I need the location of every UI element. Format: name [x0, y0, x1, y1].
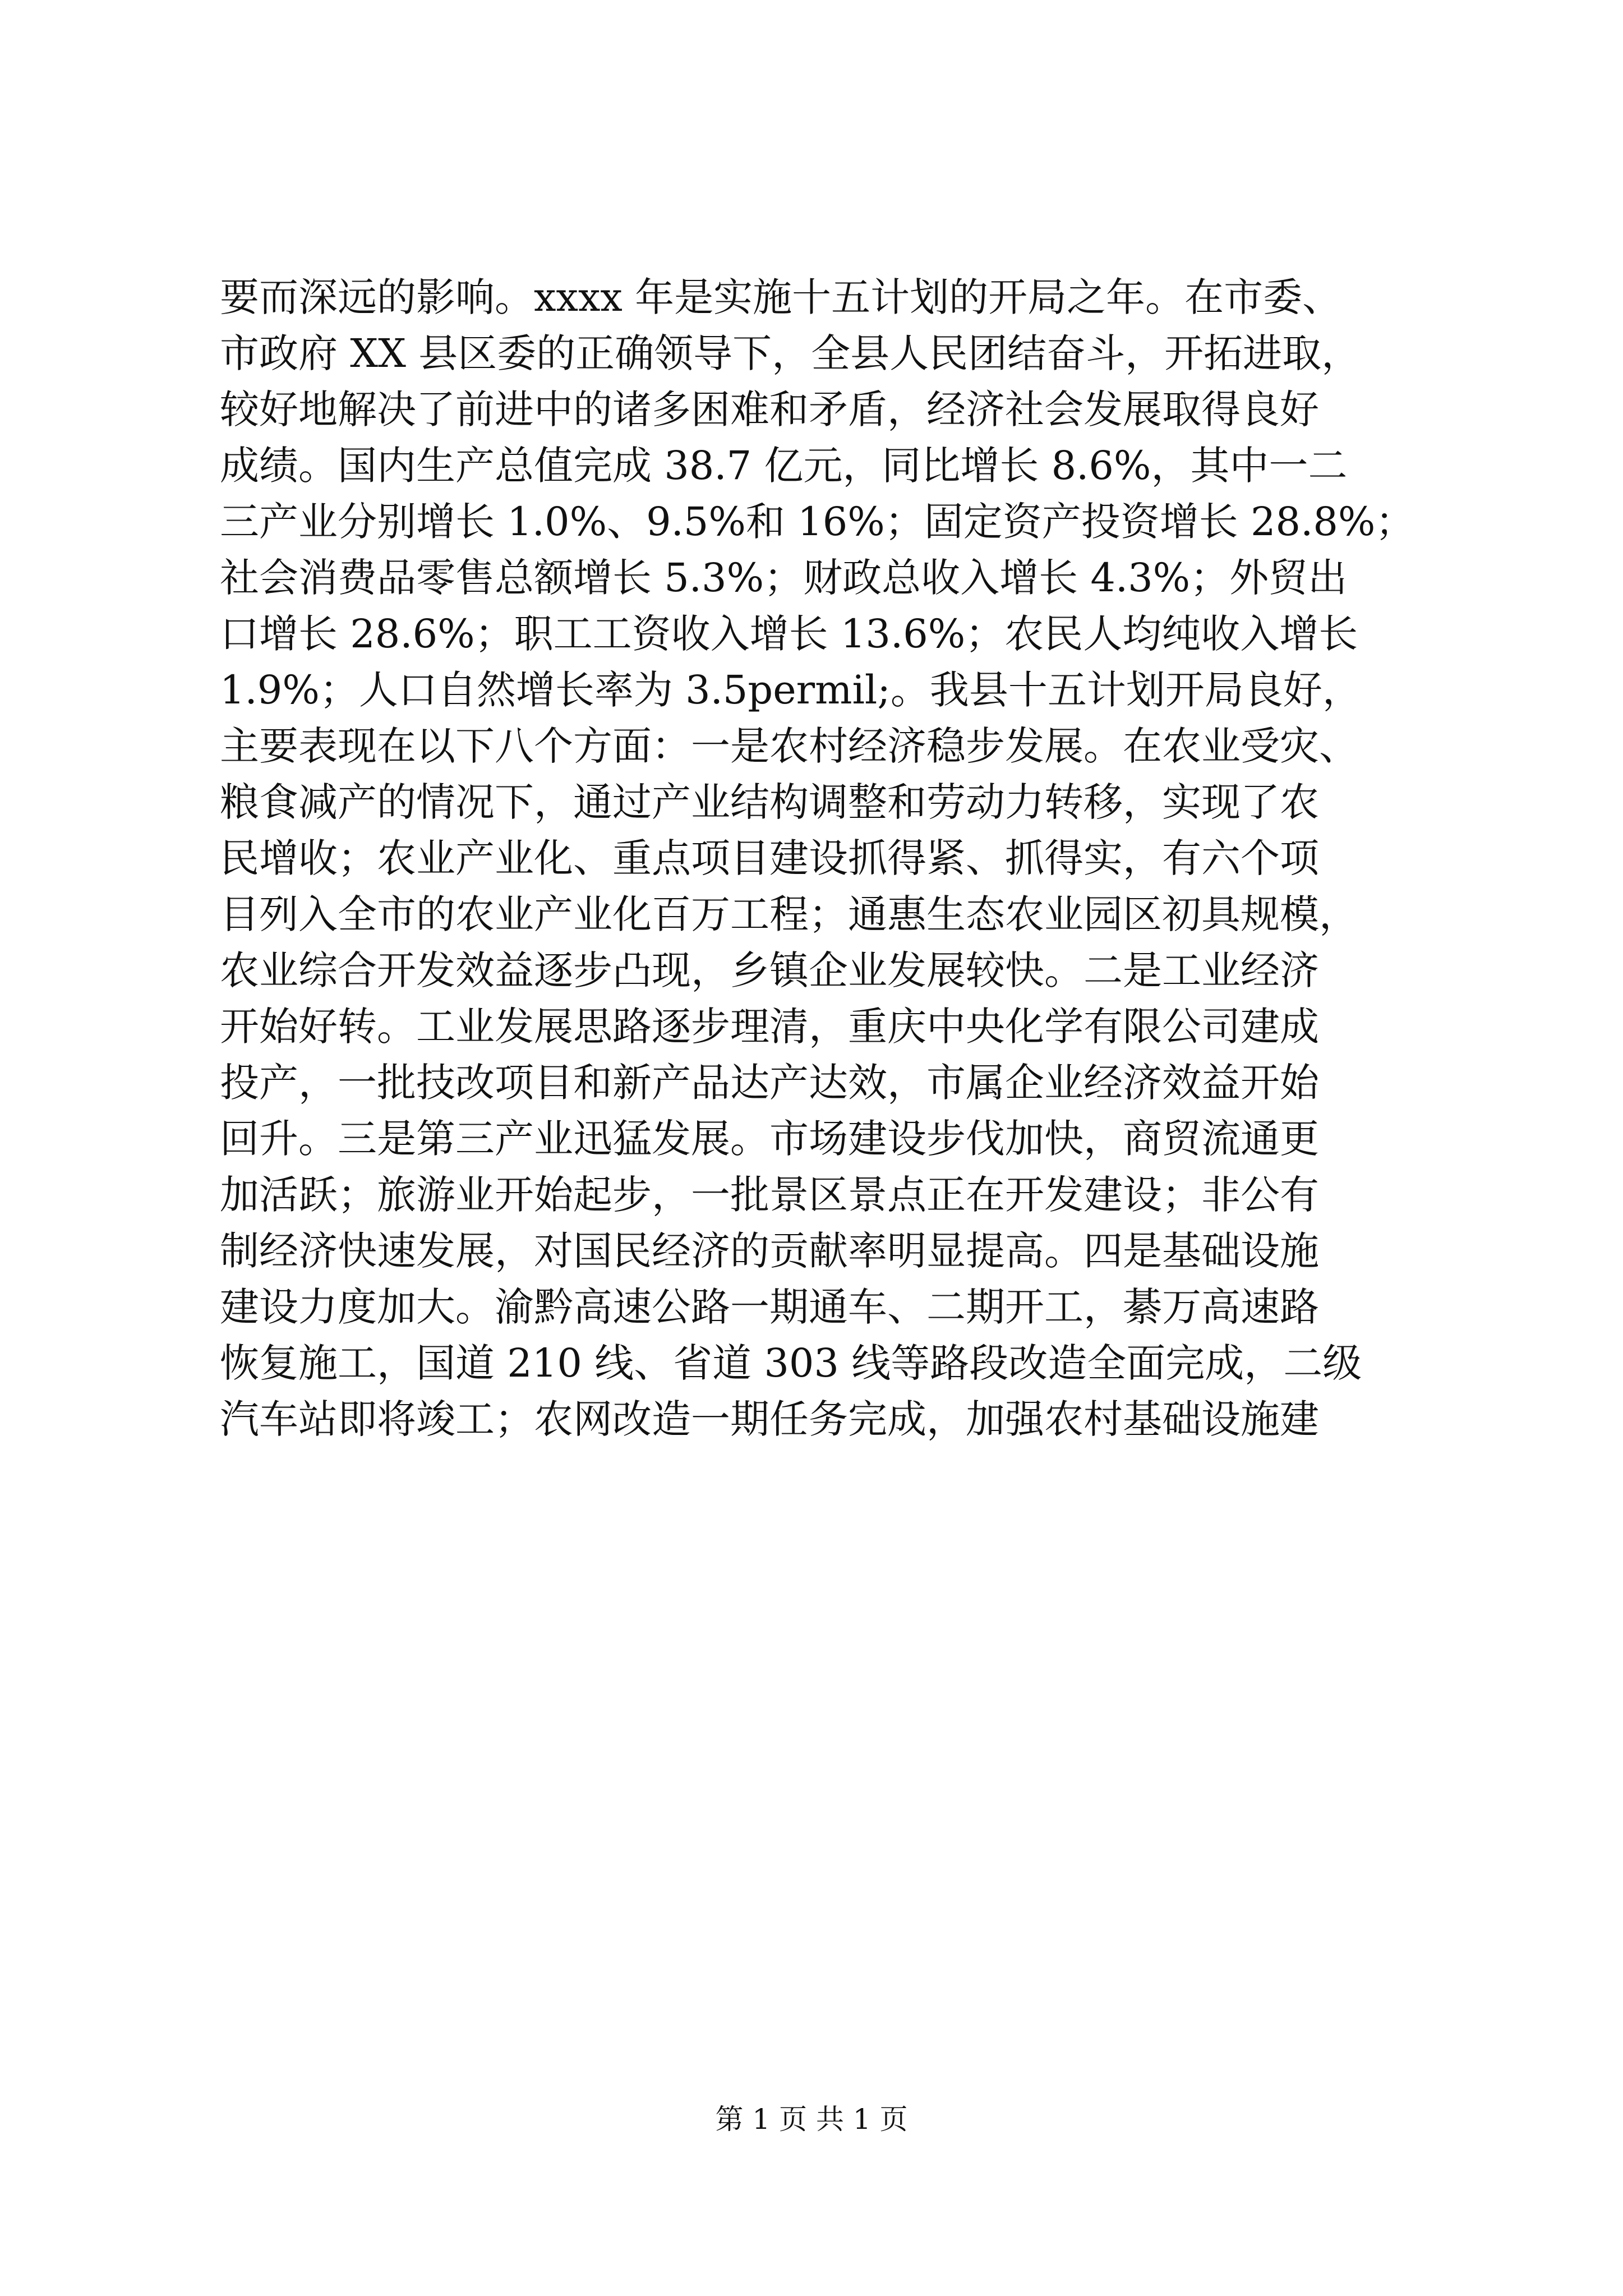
text-line: 制经济快速发展，对国民经济的贡献率明显提高。四是基础设施 [220, 1228, 1319, 1274]
text-line: 目列入全市的农业产业化百万工程；通惠生态农业园区初具规模， [220, 891, 1358, 937]
text-line: 要而深远的影响。xxxx 年是实施十五计划的开局之年。在市委、 [220, 274, 1342, 320]
text-line: 市政府 XX 县区委的正确领导下，全县人民团结奋斗，开拓进取， [220, 330, 1361, 376]
text-line: 较好地解决了前进中的诸多困难和矛盾，经济社会发展取得良好 [220, 386, 1319, 432]
text-line: 加活跃；旅游业开始起步，一批景区景点正在开发建设；非公有 [220, 1172, 1319, 1218]
text-line: 投产，一批技改项目和新产品达产达效，市属企业经济效益开始 [220, 1060, 1319, 1106]
body-text [220, 269, 1454, 1447]
page-number: 第 1 页 共 1 页 [715, 2103, 908, 2136]
page-footer [0, 2102, 1623, 2136]
text-line: 农业综合开发效益逐步凸现，乡镇企业发展较快。二是工业经济 [220, 947, 1319, 993]
text-line: 汽车站即将竣工；农网改造一期任务完成，加强农村基础设施建 [220, 1396, 1319, 1442]
text-line: 民增收；农业产业化、重点项目建设抓得紧、抓得实，有六个项 [220, 835, 1319, 881]
text-line: 粮食减产的情况下，通过产业结构调整和劳动力转移，实现了农 [220, 779, 1319, 825]
text-line: 回升。三是第三产业迅猛发展。市场建设步伐加快，商贸流通更 [220, 1116, 1319, 1162]
text-line: 1.9%；人口自然增长率为 3.5permil;。我县十五计划开局良好， [220, 667, 1362, 713]
text-line: 三产业分别增长 1.0%、9.5%和 16%；固定资产投资增长 28.8%； [220, 499, 1415, 545]
text-line: 社会消费品零售总额增长 5.3%；财政总收入增长 4.3%；外贸出 [220, 555, 1348, 601]
text-line: 口增长 28.6%；职工工资收入增长 13.6%；农民人均纯收入增长 [220, 611, 1358, 657]
text-line: 开始好转。工业发展思路逐步理清，重庆中央化学有限公司建成 [220, 1004, 1319, 1050]
text-line: 成绩。国内生产总值完成 38.7 亿元，同比增长 8.6%，其中一二 [220, 443, 1348, 489]
text-line: 建设力度加大。渝黔高速公路一期通车、二期开工，綦万高速路 [220, 1284, 1319, 1330]
text-line: 主要表现在以下八个方面：一是农村经济稳步发展。在农业受灾、 [220, 723, 1358, 769]
text-line: 恢复施工，国道 210 线、省道 303 线等路段改造全面完成，二级 [220, 1340, 1362, 1386]
